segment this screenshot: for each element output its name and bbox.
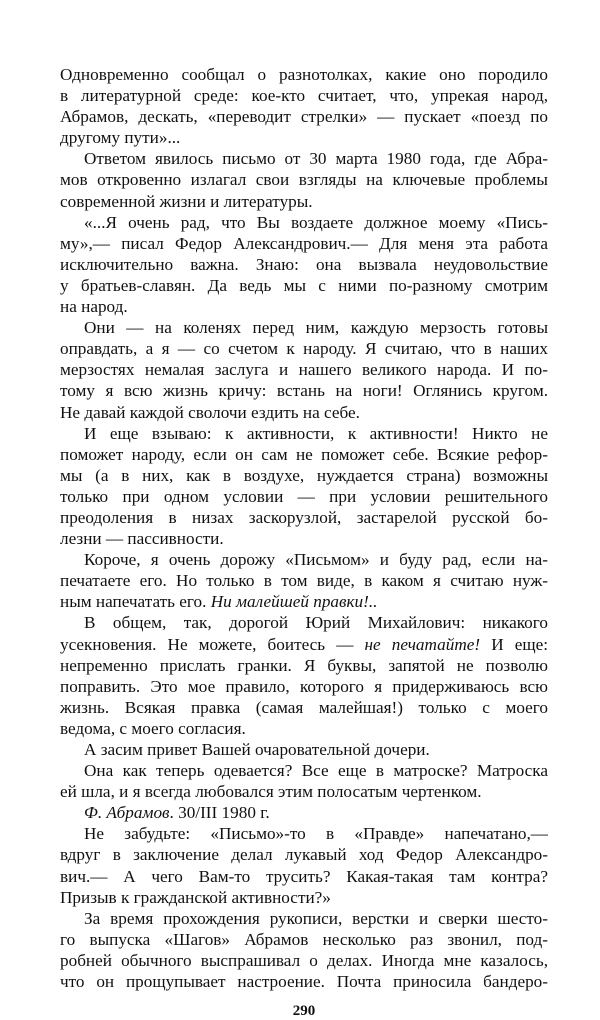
text-line — [60, 802, 548, 823]
text-line: За время прохождения рукописи, верстки и сверки шесто- — [84, 908, 548, 928]
text-line: го выпуска «Шагов» Абрамов несколько раз звонил, под- — [60, 929, 548, 949]
text-line: вдруг в заключение делал лукавый ход Федор Александро- — [60, 845, 548, 865]
paragraph — [60, 148, 548, 211]
text-line: ей шла, и я всегда любовался этим полосатым чертенком. — [60, 782, 482, 802]
text-line: исключительно важна. Знаю: она вызвала неудовольствие — [60, 254, 548, 274]
text-line: Призыв к гражданской активности?» — [60, 887, 331, 907]
text-line: ведома, с моего согласия. — [60, 718, 246, 738]
text-line: Они — на коленях перед ним, каждую мерзость готовы — [84, 318, 548, 338]
text-line: мов откровенно излагал свои взгляды на ключевые проблемы — [60, 170, 548, 190]
paragraph — [60, 612, 548, 739]
text-line: Короче, я очень дорожу «Письмом» и буду рад, если на- — [84, 550, 548, 570]
text-line: лезни — пассивности. — [60, 529, 224, 549]
text-line: у братьев-славян. Да ведь мы с ними по-разному смотрим — [60, 275, 548, 295]
paragraph — [60, 64, 548, 148]
text-line: современной жизни и литературы. — [60, 191, 313, 211]
text-line: что он прощупывает настроение. Почта приносила бандеро- — [60, 972, 548, 992]
italic-text: не печатайте! — [364, 634, 481, 654]
text-line: А засим привет Вашей очаровательной дочери. — [84, 740, 430, 759]
text-segment: . 30/III 1980 г. — [169, 803, 270, 823]
text-line: в литературной среде: кое-кто считает, что, упрекая народ, — [60, 86, 548, 106]
text-line: Не давай каждой сволочи ездить на себе. — [60, 402, 360, 422]
page-number: 290 — [292, 1003, 316, 1020]
text-line: Ответом явилось письмо от 30 марта 1980 года, где Абра- — [84, 149, 548, 169]
text-line: поможет народу, если он сам не поможет себе. Всякие рефор- — [60, 444, 548, 464]
text-line: непременно прислать гранки. Я буквы, запятой не позволю — [60, 655, 548, 675]
text-line — [60, 591, 548, 612]
text-line: В общем, так, дорогой Юрий Михайлович: никакого — [84, 613, 548, 633]
paragraph — [60, 212, 548, 317]
text-segment: усекновения. Не можете, боитесь — — [60, 634, 365, 654]
page — [60, 64, 548, 1020]
paragraph — [60, 823, 548, 907]
text-segment: И еще: — [480, 634, 548, 654]
paragraph — [60, 317, 548, 422]
text-line: только при одном условии — при условии решительного — [60, 486, 548, 506]
text-line: поправить. Это мое правило, которого я придерживаюсь всю — [60, 676, 548, 696]
text-line: му»,— писал Федор Александрович.— Для меня эта работа — [60, 233, 548, 253]
text-line: «...Я очень рад, что Вы воздаете должное моему «Пись- — [84, 212, 548, 232]
text-line: И еще взываю: к активности, к активности! Никто не — [84, 423, 548, 443]
text-line: Она как теперь одевается? Все еще в матроске? Матроска — [84, 761, 548, 781]
text-line: Не забудьте: «Письмо»-то в «Правде» напечатано,— — [84, 824, 548, 844]
paragraph — [60, 739, 548, 760]
text-line: на народ. — [60, 297, 128, 317]
text-line: мерзостях немалая заслуга и нашего великого народа. И по- — [60, 360, 548, 380]
text-line: преодоления в низах заскорузлой, застарелой русской бо- — [60, 507, 548, 527]
paragraph — [60, 908, 548, 992]
text-segment: ным напечатать его. — [60, 592, 211, 612]
text-line: оправдать, а я — со счетом к народу. Я считаю, что в наших — [60, 339, 548, 359]
text-line: вич.— А чего Вам-то трусить? Какая-такая там контра? — [60, 866, 548, 886]
text-line: тому я всю жизнь кричу: встань на ноги! Оглянись кругом. — [60, 381, 548, 401]
paragraph — [60, 549, 548, 612]
text-line: другому пути»... — [60, 128, 181, 148]
paragraph — [60, 423, 548, 550]
text-line — [60, 634, 548, 655]
text-line: печатаете его. Но только в том виде, в каком я считаю нуж- — [60, 571, 548, 591]
italic-text: Ф. Абрамов — [84, 803, 170, 823]
page-body-text — [60, 64, 548, 992]
paragraph — [60, 760, 548, 802]
text-line: робней обычного выспрашивал о делах. Иногда мне казалось, — [60, 950, 548, 970]
text-line: жизнь. Всякая правка (самая малейшая!) только с моего — [60, 697, 548, 717]
paragraph — [60, 802, 548, 823]
text-line: мы (а в них, как в воздухе, нуждается страна) возможны — [60, 465, 548, 485]
text-line: Абрамов, дескать, «переводит стрелки» — пускает «поезд по — [60, 107, 548, 127]
italic-text: Ни малейшей правки!.. — [210, 592, 378, 612]
text-line: Одновременно сообщал о разнотолках, какие оно породило — [60, 65, 548, 84]
